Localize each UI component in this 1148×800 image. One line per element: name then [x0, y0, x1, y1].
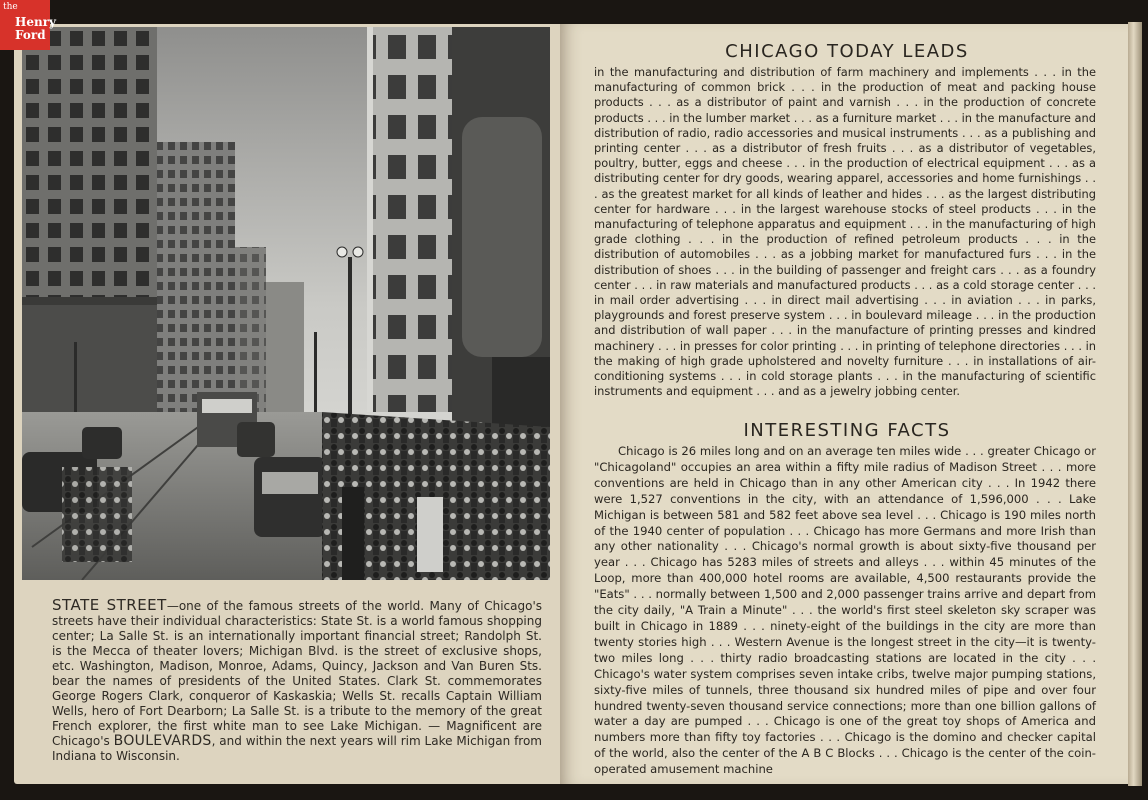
caption-boulevards: BOULEVARDS: [113, 733, 212, 749]
logo-the: the: [3, 2, 18, 12]
caption-lead: STATE STREET: [52, 596, 167, 614]
page-edge: [1128, 22, 1142, 786]
logo-henry: Henry: [15, 15, 56, 29]
heading-interesting-facts: INTERESTING FACTS: [743, 420, 951, 441]
facts-paragraph: Chicago is 26 miles long and on an average ten miles wide . . . greater Chicago or "Chicagoland" occupies an area within a fifty mile radius of Madison Street . . . more conventions are held in Chicago than in any other American city . . . In 1942 there were 1,527 conventions in the city, with an attendance of 1,596,000 . . . Lake Michigan is between 581 and 582 feet above sea level . . . Chicago is 190 miles north of the 1940 center of population . . . Chicago has more Germans and more Irish than any other nationality . . . Chicago's normal growth is about sixty-five thousand per year . . . Chicago has 5283 miles of streets and alleys . . . within 45 minutes of the Loop, more than 400,000 hotel rooms are available, 4,500 restaurants provide the "Eats" . . . normally between 1,500 and 2,000 passenger trains arrive and depart from the city daily, "A Train a Minute" . . . the world's first steel skeleton sky scraper was built in Chicago in 1889 . . . ninety-eight of the buildings in the city are more than twenty stories high . . . Western Avenue is the longest street in the city—it is twenty-two miles long . . . thirty radio broadcasting stations are located in the city . . . Chicago's water system comprises seven intake cribs, twelve major pumping stations, sixty-five miles of tunnels, three thousand six hundred miles of pipe and over four hundred twenty-seven thousand service connections; more than one billion gallons of water a day are pumped . . . Chicago is one of the great toy shops of America and numbers more than fifty toy factories . . . Chicago is the domino and checker capital of the world, also the center of the A B C Blocks . . . Chicago is the center of the coin-operated amusement machine: [594, 444, 1096, 777]
photo-caption: [52, 598, 542, 764]
caption-text-2: , and within the next years will rim Lake Michigan from Indiana to Wisconsin.: [52, 734, 542, 763]
state-street-photo: [22, 27, 550, 580]
leads-paragraph: in the manufacturing and distribution of farm machinery and implements . . . in the manufacturing of common brick . . . in the production of meat and packing house products . . . as a distributor of paint and varnish . . . in the production of concrete products . . . in the lumber market . . . as a furniture market . . . in the manufacture and distribution of radio, radio accessories and musical instruments . . . as a publishing and printing center . . . as a distributor of fresh fruits . . . as a distributor of vegetables, poultry, butter, eggs and cheese . . . in the production of electrical equipment . . . as a distributing center for dry goods, wearing apparel, accessories and home furnishings . . . as the greatest market for all kinds of leather and hides . . . as the largest distributing center for hardware . . . in the largest warehouse stocks of steel products . . . in the manufacturing of telephone apparatus and equipment . . . in the manufacturing of high grade clothing . . . in the production of refined petroleum products . . . in the distribution of automobiles . . . as a jobbing market for manufactured furs . . . in the distribution of shoes . . . in the building of passenger and freight cars . . . as a foundry center . . . in raw materials and manufactured products . . . as a cold storage center . . . in mail order advertising . . . in direct mail advertising . . . in aviation . . . in parks, playgrounds and forest preserve system . . . in boulevard mileage . . . in the production and distribution of wall paper . . . in the manufacture of printing presses and kindred machinery . . . in presses for color printing . . . in printing of telephone directories . . . in the making of high grade upholstered and novelty furniture . . . in installations of air-conditioning systems . . . in cold storage plants . . . in the manufacturing of scientific instruments and equipment . . . and as a jewelry jobbing center.: [594, 65, 1096, 399]
caption-text-1: —one of the famous streets of the world. Many of Chicago's streets have their individual characteristics: State St. is a world famous shopping center; La Salle St. is an internationally important financial street; Randolph St. is the Mecca of theater lovers; Michigan Blvd. is the street of exclusive shops, etc. Washington, Madison, Monroe, Adams, Quincy, Jackson and Van Buren Sts. bear the names of presidents of the United States. Clark St. commemorates George Rogers Clark, conqueror of Kaskaskia; Wells St. recalls Captain William Wells, hero of Fort Dearborn; La Salle St. is a tribute to the memory of the great French explorer, the first white man to see Lake Michigan. — Magnificent are Chicago's: [52, 599, 542, 748]
street-scene-image: [22, 27, 550, 580]
logo-ford: Ford: [15, 28, 46, 42]
heading-chicago-today-leads: CHICAGO TODAY LEADS: [725, 41, 969, 62]
henry-ford-logo: [0, 0, 56, 50]
